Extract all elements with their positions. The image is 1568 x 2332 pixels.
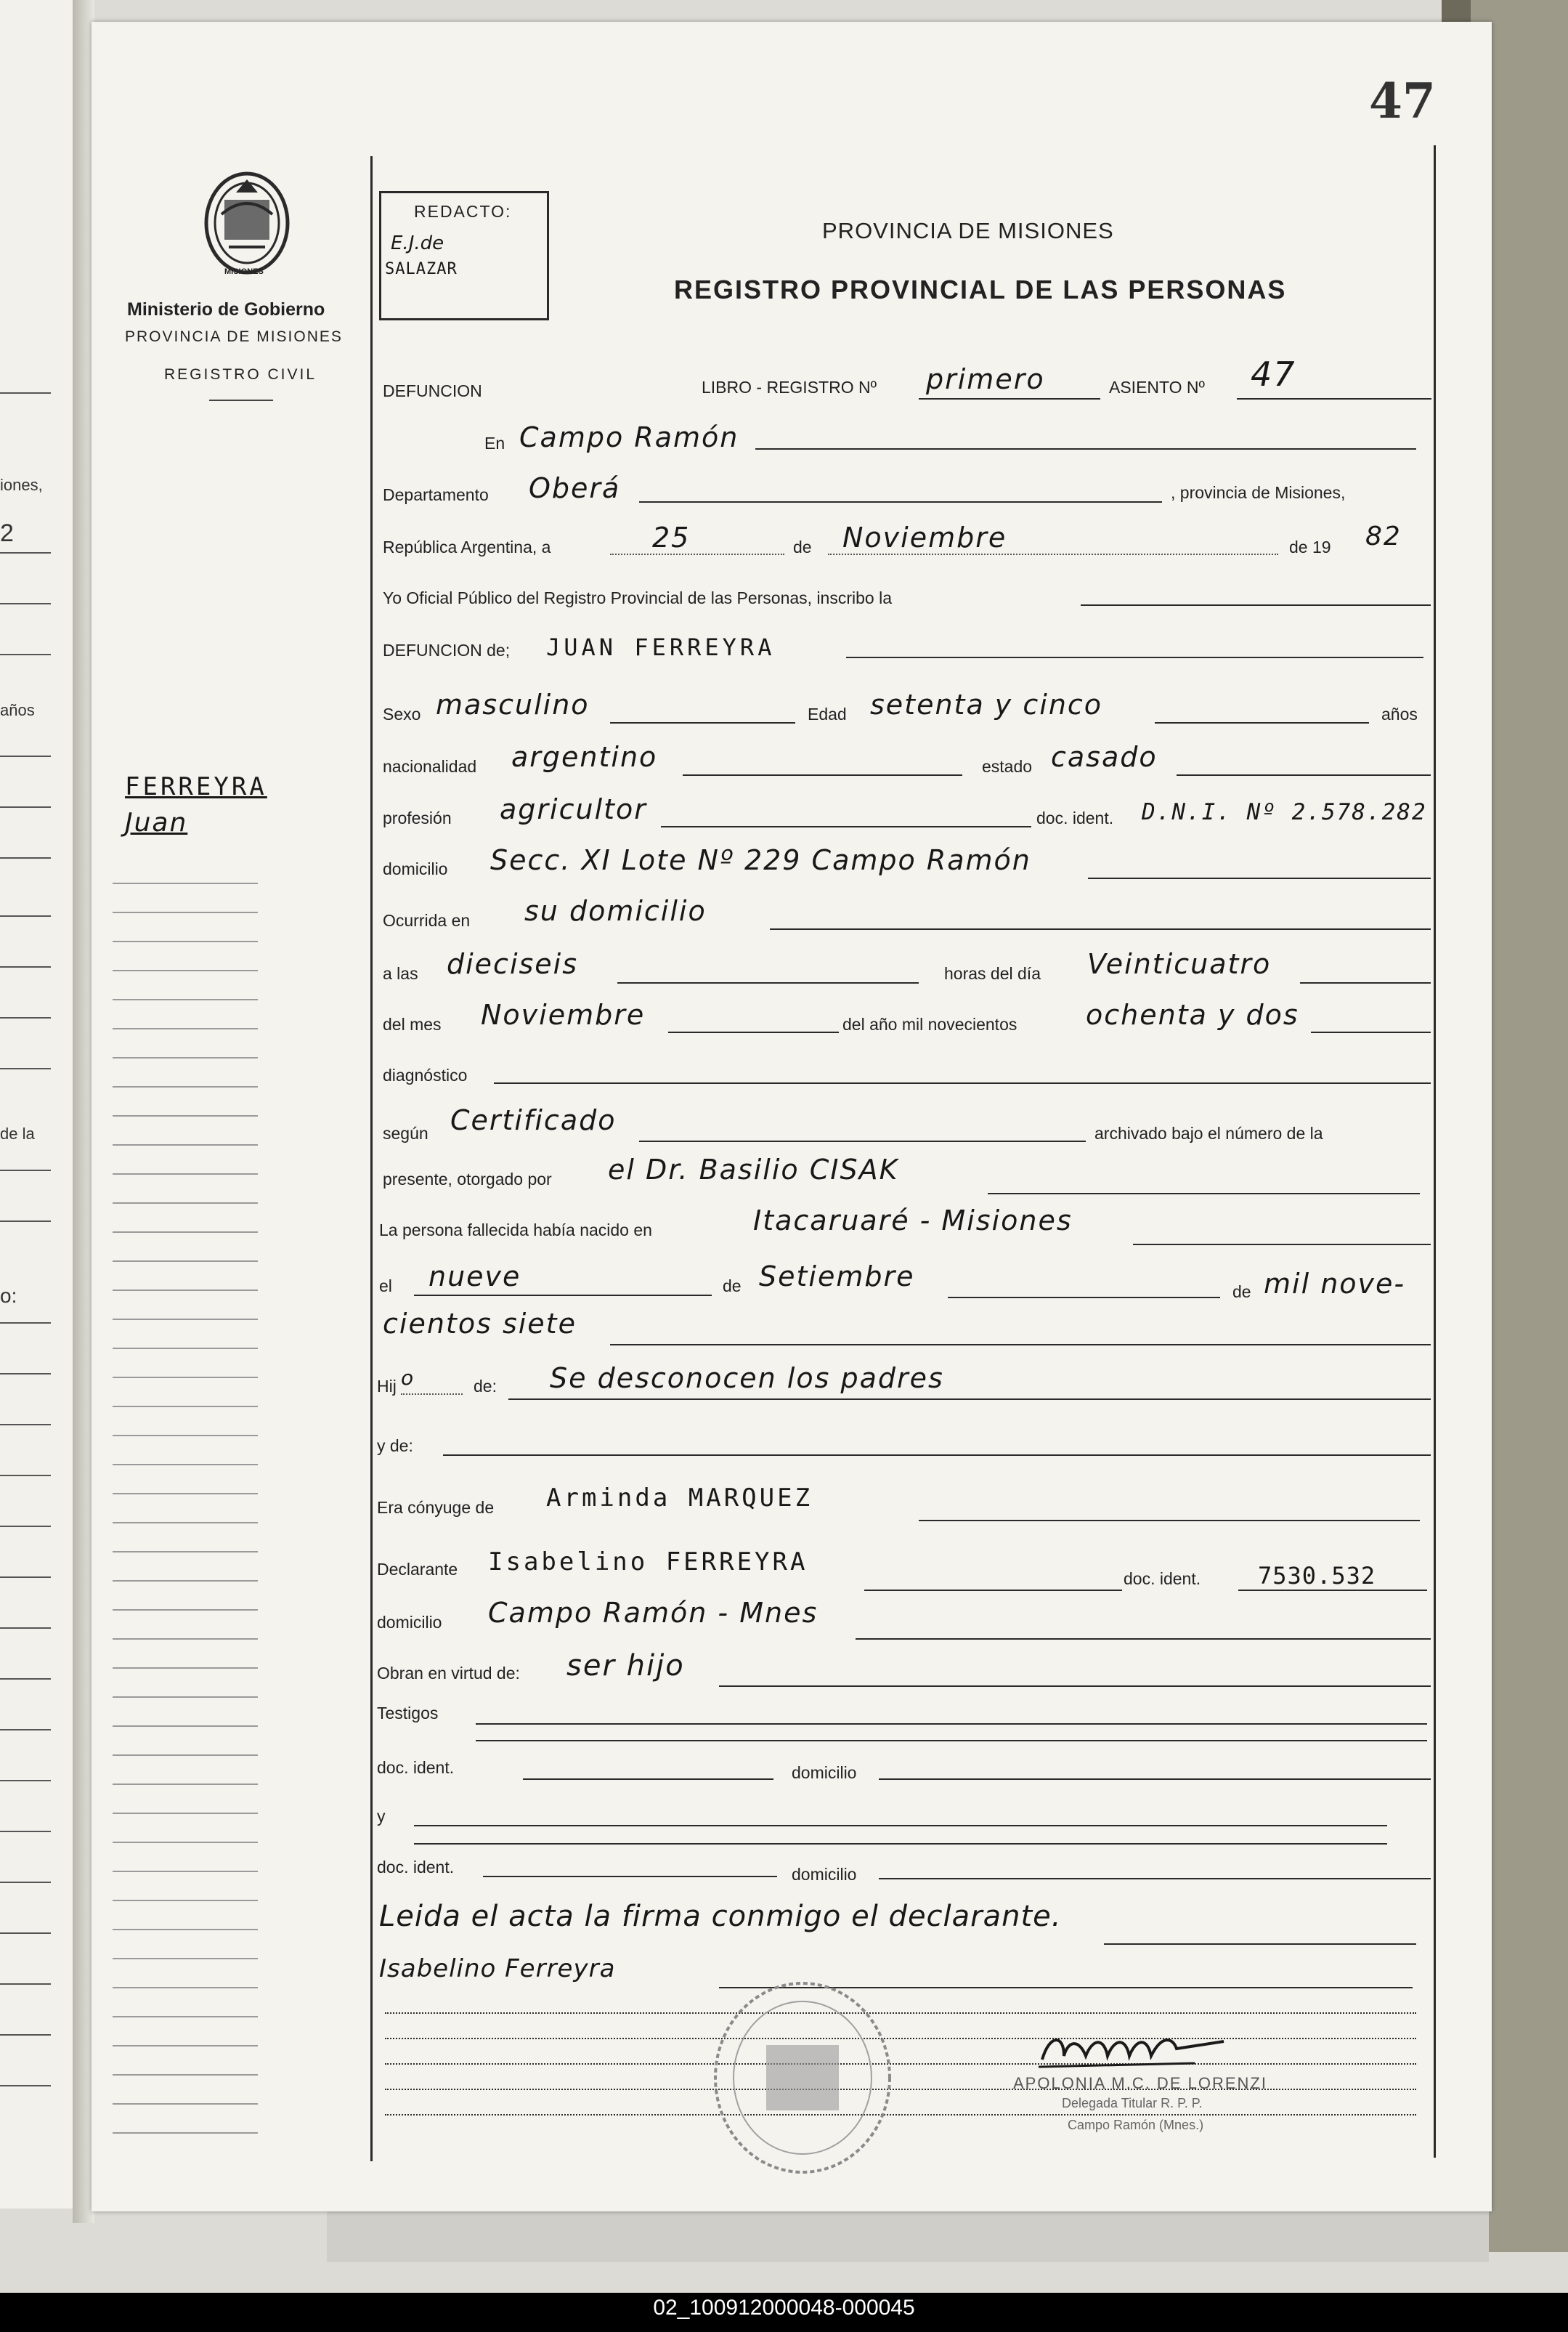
margin-rule — [113, 1813, 258, 1814]
ministry-province: PROVINCIA DE MISIONES — [125, 328, 343, 345]
footer-label: 02_100912000048-000045 — [653, 2296, 915, 2320]
departamento-line — [639, 501, 1162, 503]
t-doc-line — [523, 1778, 773, 1780]
official-stamp-icon — [708, 1976, 897, 2179]
margin-rule — [113, 1319, 258, 1320]
left-rule — [0, 1373, 51, 1374]
day-line — [610, 554, 784, 555]
alas-line — [617, 982, 919, 984]
hijo-value: Se desconocen los padres — [550, 1362, 944, 1394]
margin-rule — [113, 970, 258, 971]
mes-label: del mes — [383, 1015, 442, 1034]
nacido-label: La persona fallecida había nacido en — [379, 1220, 652, 1239]
hijo-de-label: de: — [474, 1377, 497, 1396]
margin-rule — [113, 1260, 258, 1262]
edad-label: Edad — [808, 705, 847, 724]
margin-rule — [113, 1086, 258, 1088]
margin-rule — [113, 1784, 258, 1785]
libro-value: primero — [926, 363, 1045, 395]
en-label: En — [484, 434, 505, 453]
sig-line-3 — [385, 2038, 1416, 2039]
libro-line — [919, 398, 1100, 400]
ministry-registry: REGISTRO CIVIL — [164, 366, 317, 383]
presente-value: el Dr. Basilio CISAK — [608, 1154, 899, 1186]
margin-rule — [113, 1638, 258, 1640]
nacido-line — [1133, 1244, 1431, 1245]
left-rule — [0, 654, 51, 655]
alas-value: dieciseis — [447, 948, 579, 980]
left-rule — [0, 966, 51, 968]
left-rule — [0, 1831, 51, 1832]
domicilio-label: domicilio — [383, 859, 448, 878]
asiento-value: 47 — [1251, 355, 1296, 394]
asiento-label: ASIENTO Nº — [1109, 378, 1205, 397]
official-name: APOLONIA M.C. DE LORENZI — [1013, 2074, 1267, 2092]
left-rule — [0, 857, 51, 859]
testigos-label: Testigos — [377, 1704, 439, 1722]
left-rule — [0, 915, 51, 917]
official-title: Delegada Titular R. P. P. — [1062, 2096, 1203, 2110]
defuncion-de-value: JUAN FERREYRA — [546, 633, 776, 661]
mes-value: Noviembre — [481, 999, 646, 1031]
margin-rule — [113, 1231, 258, 1233]
ocurrida-line — [770, 928, 1431, 930]
testigos-line-2 — [476, 1740, 1427, 1741]
defuncion-de-line — [846, 657, 1423, 658]
t-domicilio-label: domicilio — [792, 1763, 857, 1782]
presente-label: presente, otorgado por — [383, 1170, 552, 1189]
margin-rule — [113, 1173, 258, 1175]
estado-value: casado — [1051, 741, 1158, 773]
left-rule — [0, 1678, 51, 1680]
segun-label: según — [383, 1124, 428, 1143]
doc-ident-label: doc. ident. — [1036, 809, 1114, 827]
month-line — [828, 554, 1278, 555]
left-rule — [0, 1068, 51, 1069]
left-rule — [0, 392, 51, 394]
form-right-border — [1434, 145, 1436, 2158]
margin-rule — [113, 2016, 258, 2017]
margin-rule — [113, 1551, 258, 1552]
month-value: Noviembre — [842, 522, 1007, 554]
left-rule — [0, 1627, 51, 1629]
de-label: de — [793, 538, 812, 556]
left-fragment-4: de la — [0, 1125, 35, 1143]
left-fragment-1: iones, — [0, 476, 43, 494]
margin-rule — [113, 1842, 258, 1843]
margin-rule — [113, 941, 258, 942]
margin-rule — [113, 1871, 258, 1872]
asiento-line — [1237, 398, 1431, 400]
nacido-value: Itacaruaré - Misiones — [753, 1205, 1073, 1236]
yde-label: y de: — [377, 1436, 413, 1455]
margin-rule — [113, 1958, 258, 1959]
obran-value: ser hijo — [566, 1649, 685, 1683]
nacionalidad-value: argentino — [511, 741, 658, 773]
ocurrida-label: Ocurrida en — [383, 911, 471, 930]
margin-rule — [113, 1202, 258, 1204]
nacionalidad-label: nacionalidad — [383, 757, 477, 776]
horas-value: Veinticuatro — [1087, 948, 1272, 980]
t-domicilio-line — [879, 1778, 1431, 1780]
segun-line — [639, 1141, 1086, 1142]
left-rule — [0, 1983, 51, 1985]
left-fragment-3: años — [0, 701, 35, 719]
profesion-label: profesión — [383, 809, 452, 827]
yde-line — [443, 1454, 1431, 1456]
profesion-value: agricultor — [500, 793, 647, 825]
registry-title: REGISTRO PROVINCIAL DE LAS PERSONAS — [674, 275, 1287, 304]
closing-note: Leida el acta la firma conmigo el declarante. — [379, 1900, 1062, 1933]
birth-year-value-2: cientos siete — [383, 1308, 577, 1340]
declarante-value: Isabelino FERREYRA — [488, 1547, 808, 1576]
left-rule — [0, 1475, 51, 1476]
page-shadow — [327, 2211, 1489, 2262]
mes-line — [668, 1032, 839, 1033]
t2-doc-line — [483, 1876, 777, 1877]
left-rule — [0, 1424, 51, 1425]
horas-label: horas del día — [944, 964, 1041, 983]
sig-line-4 — [385, 2063, 1416, 2065]
margin-rule — [113, 1290, 258, 1291]
t2-domicilio-label: domicilio — [792, 1865, 857, 1884]
birth-year-line — [610, 1344, 1431, 1345]
conyuge-line — [919, 1520, 1420, 1521]
sig-line-2 — [385, 2012, 1416, 2014]
margin-rule — [113, 1493, 258, 1494]
margin-rule — [113, 1028, 258, 1029]
sexo-line — [610, 722, 795, 724]
edad-line — [1155, 722, 1369, 724]
left-rule — [0, 603, 51, 604]
anos-label: años — [1381, 705, 1418, 724]
left-rule — [0, 2085, 51, 2086]
t2-domicilio-line — [879, 1878, 1431, 1879]
edad-value: setenta y cinco — [870, 689, 1103, 721]
left-rule — [0, 1780, 51, 1781]
horas-line — [1300, 982, 1431, 984]
decl-doc-label: doc. ident. — [1124, 1569, 1201, 1588]
sig-line-6 — [385, 2114, 1416, 2116]
ocurrida-value: su domicilio — [524, 895, 707, 927]
el-label: el — [379, 1276, 392, 1295]
province-title: PROVINCIA DE MISIONES — [822, 218, 1114, 243]
obran-line — [719, 1685, 1431, 1687]
margin-rule — [113, 2103, 258, 2105]
margin-rule — [113, 1057, 258, 1058]
anio-label: del año mil novecientos — [842, 1015, 1017, 1034]
anio-line — [1311, 1032, 1431, 1033]
decl-doc-line — [1238, 1590, 1427, 1591]
redacto-value-2: SALAZAR — [385, 260, 458, 278]
y-line-2 — [414, 1843, 1387, 1845]
decl-doc-value: 7530.532 — [1258, 1562, 1376, 1590]
left-rule — [0, 1220, 51, 1222]
left-rule — [0, 1170, 51, 1171]
left-rule — [0, 1322, 51, 1324]
t-doc-label: doc. ident. — [377, 1758, 455, 1777]
margin-rule — [113, 1377, 258, 1378]
en-line — [755, 448, 1416, 450]
province-seal-icon — [200, 171, 294, 283]
diagnostico-label: diagnóstico — [383, 1066, 468, 1085]
domicilio-value: Secc. XI Lote Nº 229 Campo Ramón — [490, 844, 1031, 876]
closing-line — [1104, 1943, 1416, 1945]
domicilio-line — [1088, 878, 1431, 879]
birth-month-line — [948, 1297, 1220, 1298]
margin-rule — [113, 2074, 258, 2076]
left-rule — [0, 552, 51, 554]
margin-rule — [113, 1435, 258, 1436]
margin-rule — [113, 1667, 258, 1669]
left-fragment-5: o: — [0, 1284, 17, 1307]
decl-domicilio-label: domicilio — [377, 1613, 442, 1632]
margin-rule — [113, 1348, 258, 1349]
margin-rule — [113, 1406, 258, 1407]
left-rule — [0, 1729, 51, 1730]
form-left-border — [370, 156, 373, 2161]
obran-label: Obran en virtud de: — [377, 1664, 520, 1683]
alas-label: a las — [383, 964, 418, 983]
margin-rule — [113, 1754, 258, 1756]
margin-rule — [113, 2045, 258, 2046]
conyuge-value: Arminda MARQUEZ — [546, 1483, 813, 1513]
left-rule — [0, 2034, 51, 2036]
republica-label: República Argentina, a — [383, 538, 551, 556]
margin-rule — [113, 1580, 258, 1582]
ministry-title: Ministerio de Gobierno — [127, 299, 325, 320]
year-value: 82 — [1365, 522, 1402, 551]
sexo-label: Sexo — [383, 705, 421, 724]
declarante-line — [864, 1590, 1122, 1591]
official-signature-icon — [1035, 2027, 1253, 2078]
margin-rule — [113, 1929, 258, 1930]
left-rule — [0, 1526, 51, 1527]
estado-line — [1177, 774, 1431, 776]
estado-label: estado — [982, 757, 1033, 776]
margin-rule — [113, 912, 258, 913]
profesion-line — [661, 826, 1031, 827]
margin-rule — [113, 1609, 258, 1611]
hijo-fill: o — [401, 1366, 415, 1390]
margin-rule — [113, 1987, 258, 1988]
doc-ident-value: D.N.I. Nº 2.578.282 — [1142, 799, 1427, 825]
archivado-label: archivado bajo el número de la — [1094, 1124, 1323, 1143]
testigos-line-1 — [476, 1723, 1427, 1725]
birth-year-value-1: mil nove- — [1264, 1268, 1406, 1300]
left-facing-page — [0, 0, 75, 2208]
decl-domicilio-line — [856, 1638, 1431, 1640]
decl-domicilio-value: Campo Ramón - Mnes — [488, 1597, 818, 1629]
ministry-rule — [209, 400, 273, 401]
left-rule — [0, 1932, 51, 1934]
margin-surname: FERREYRA — [125, 772, 267, 801]
departamento-label: Departamento — [383, 485, 489, 504]
redacto-label: REDACTO: — [414, 202, 512, 221]
margin-rule — [113, 999, 258, 1000]
record-type-label: DEFUNCION — [383, 381, 482, 400]
hijo-label: Hij — [377, 1377, 397, 1396]
margin-rule — [113, 1144, 258, 1146]
birth-month-value: Setiembre — [759, 1260, 915, 1292]
hijo-line — [508, 1398, 1431, 1400]
left-rule — [0, 1017, 51, 1019]
provincia-suffix: , provincia de Misiones, — [1171, 483, 1346, 502]
y-line-1 — [414, 1825, 1387, 1826]
seal-label: MISIONES — [224, 267, 264, 276]
hijo-fill-line — [401, 1393, 463, 1395]
segun-value: Certificado — [450, 1104, 617, 1136]
birth-day-value: nueve — [428, 1260, 521, 1292]
en-value: Campo Ramón — [519, 421, 739, 453]
conyuge-label: Era cónyuge de — [377, 1498, 495, 1517]
nacionalidad-line — [683, 774, 962, 776]
day-value: 25 — [652, 522, 691, 554]
oficial-text: Yo Oficial Público del Registro Provincial de las Personas, inscribo la — [383, 588, 892, 607]
margin-rule — [113, 1696, 258, 1698]
year-label: de 19 — [1289, 538, 1331, 556]
defuncion-de-label: DEFUNCION de; — [383, 641, 511, 660]
birth-day-line — [414, 1295, 712, 1296]
declarante-label: Declarante — [377, 1560, 458, 1579]
y-label: y — [377, 1807, 386, 1826]
anio-value: ochenta y dos — [1086, 999, 1299, 1031]
left-rule — [0, 1576, 51, 1578]
page-number: 47 — [1369, 73, 1436, 129]
t2-doc-label: doc. ident. — [377, 1858, 455, 1876]
de3-label: de — [1232, 1282, 1251, 1301]
margin-rule — [113, 2132, 258, 2134]
left-rule — [0, 756, 51, 757]
left-rule — [0, 806, 51, 808]
presente-line — [988, 1193, 1420, 1194]
margin-rule — [113, 1522, 258, 1523]
diagnostico-line — [494, 1082, 1431, 1084]
de2-label: de — [723, 1276, 742, 1295]
margin-rule — [113, 1725, 258, 1727]
margin-rule — [113, 1115, 258, 1117]
official-place: Campo Ramón (Mnes.) — [1068, 2118, 1204, 2132]
declarant-signature: Isabelino Ferreyra — [379, 1954, 616, 1983]
left-fragment-2: 2 — [0, 519, 14, 547]
departamento-value: Oberá — [529, 472, 621, 504]
margin-rule — [113, 883, 258, 884]
margin-rule — [113, 1464, 258, 1465]
margin-name: Juan — [125, 808, 188, 838]
oficial-line — [1081, 604, 1431, 606]
libro-label: LIBRO - REGISTRO Nº — [702, 378, 877, 397]
sexo-value: masculino — [436, 689, 590, 721]
redacto-value-1: E.J.de — [391, 232, 444, 254]
left-rule — [0, 1882, 51, 1883]
margin-rule — [113, 1900, 258, 1901]
